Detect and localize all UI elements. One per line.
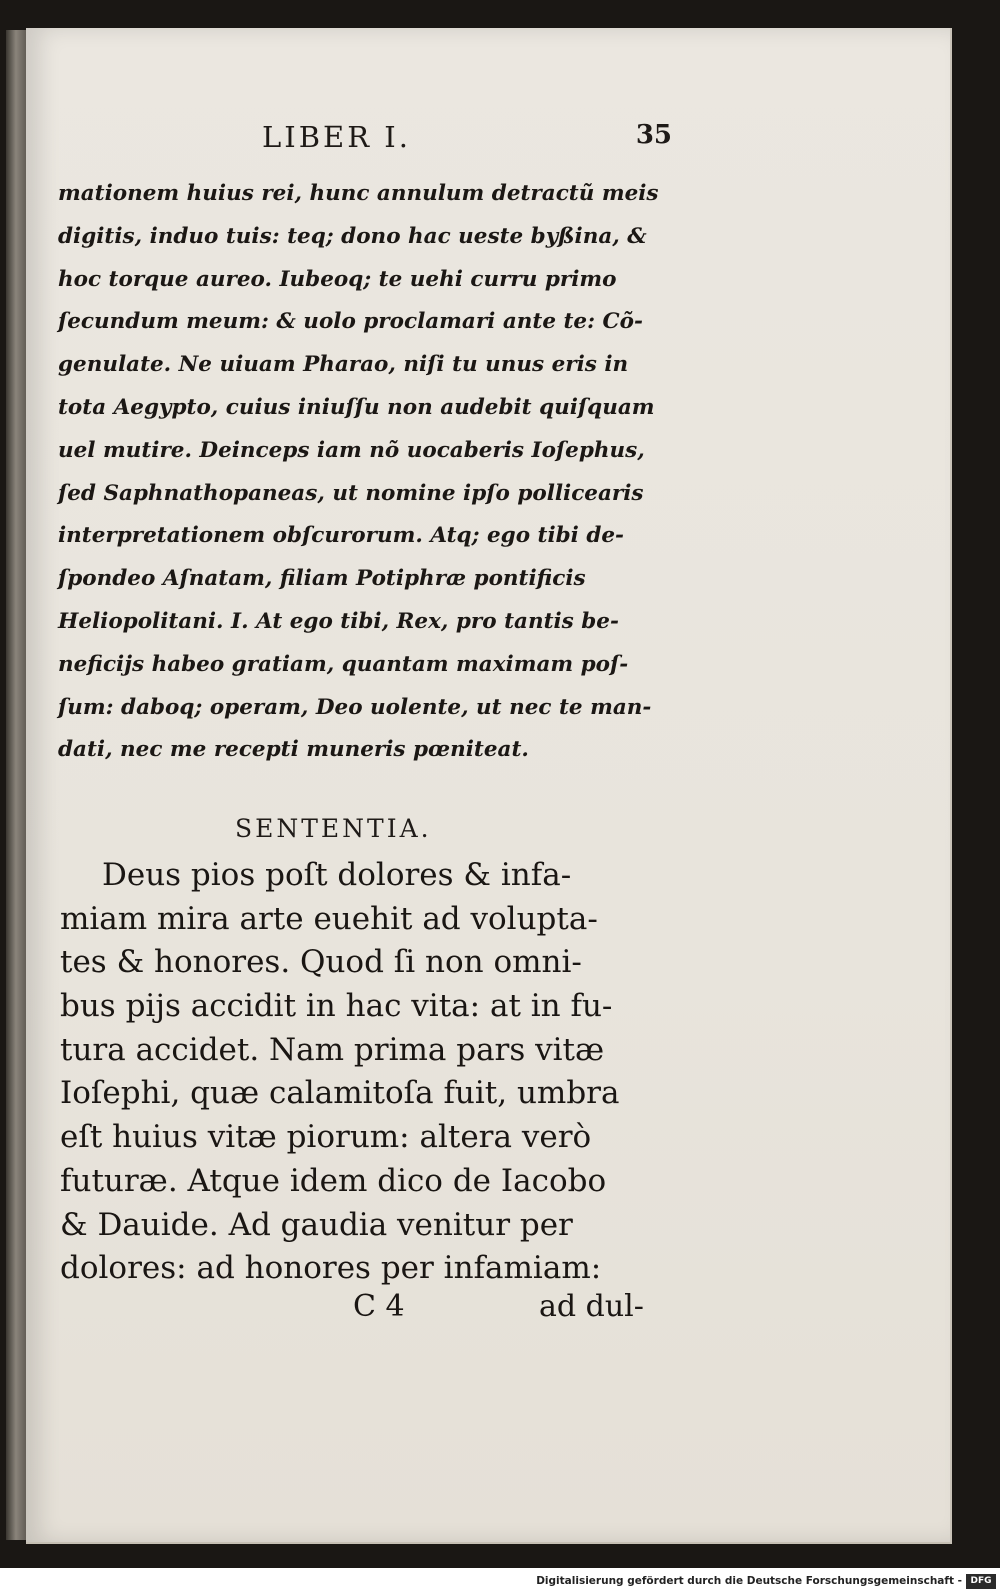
text-line: tura accidet. Nam prima pars vitæ bbox=[60, 1031, 605, 1068]
text-line: interpretationem obſcurorum. Atq; ego tibi de- bbox=[58, 523, 624, 549]
dfg-logo: DFG bbox=[966, 1574, 996, 1589]
text-line: dati, nec me recepti muneris pœniteat. bbox=[58, 737, 529, 763]
text-line: dolores: ad honores per infamiam: bbox=[60, 1250, 602, 1287]
text-line: digitis, induo tuis: teq; dono hac ueste byßina, & bbox=[58, 223, 647, 249]
section-heading: SENTENTIA. bbox=[235, 814, 432, 843]
text-line: & Dauide. Ad gaudia venitur per bbox=[60, 1206, 573, 1243]
digitization-credit: Digitalisierung gefördert durch die Deutsche Forschungsgemeinschaft - bbox=[536, 1575, 962, 1587]
text-line: neficijs habeo gratiam, quantam maximam poſ- bbox=[58, 651, 629, 677]
text-line: Deus pios poſt dolores & infa- bbox=[102, 857, 572, 893]
italic-text-block bbox=[58, 173, 678, 772]
text-line: mationem huius rei, hunc annulum detractũ meis bbox=[58, 181, 659, 206]
text-line: uel mutire. Deinceps iam nõ uocaberis Ioſephus, bbox=[58, 437, 645, 463]
text-line: ſecundum meum: & uolo proclamari ante te: Cõ- bbox=[58, 309, 643, 335]
text-line: hoc torque aureo. Iubeoq; te uehi curru primo bbox=[58, 266, 617, 292]
book-spine-edge bbox=[6, 30, 28, 1540]
page-header bbox=[262, 120, 672, 160]
text-line: ſum: daboq; operam, Deo uolente, ut nec te man- bbox=[58, 694, 652, 720]
text-line: Ioſephi, quæ calamitoſa fuit, umbra bbox=[60, 1075, 620, 1112]
text-line: tota Aegypto, cuius iniuſſu non audebit quiſquam bbox=[58, 394, 655, 420]
signature-mark: C 4 bbox=[353, 1289, 405, 1324]
text-line: bus pijs accidit in hac vita: at in fu- bbox=[60, 988, 613, 1025]
text-line: tes & honores. Quod ſi non omni- bbox=[60, 944, 582, 981]
running-title: LIBER I. bbox=[262, 120, 411, 154]
catchword: ad dul- bbox=[539, 1289, 644, 1324]
text-line: futuræ. Atque idem dico de Iacobo bbox=[60, 1162, 607, 1199]
text-line: genulate. Ne uiuam Pharao, niſi tu unus eris in bbox=[58, 352, 629, 378]
page-number: 35 bbox=[635, 120, 672, 150]
text-line: Heliopolitani. I. At ego tibi, Rex, pro tantis be- bbox=[58, 608, 619, 634]
text-line: eſt huius vitæ piorum: altera verò bbox=[60, 1119, 592, 1156]
sententia-text-block bbox=[60, 854, 680, 1291]
footer-bar bbox=[0, 1568, 1000, 1596]
text-line: ſpondeo Aſnatam, filiam Potiphræ pontificis bbox=[58, 566, 586, 592]
text-line: miam mira arte euehit ad volupta- bbox=[60, 900, 598, 937]
text-line: ſed Saphnathopaneas, ut nomine ipſo pollicearis bbox=[58, 480, 644, 506]
